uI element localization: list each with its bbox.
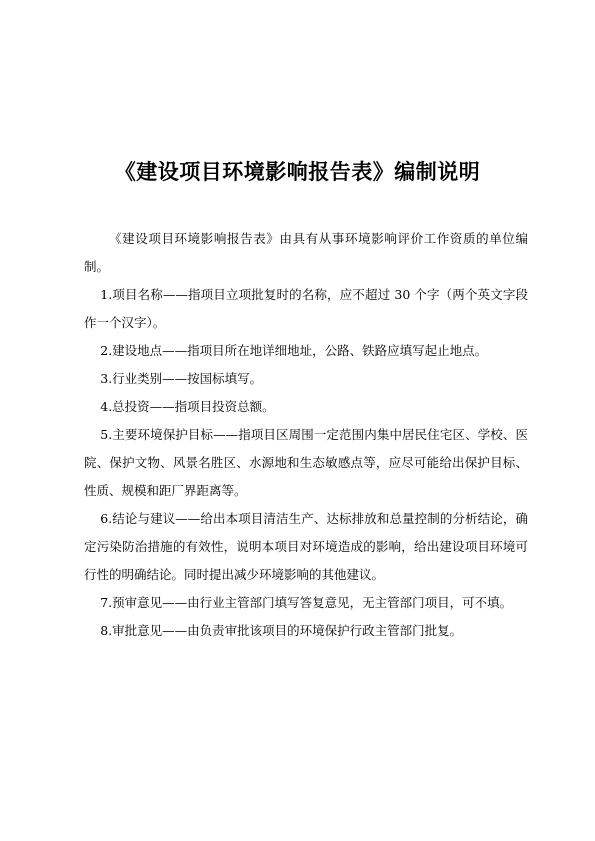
item-conclusions: 6.结论与建议——给出本项目清洁生产、达标排放和总量控制的分析结论，确定污染防治措施的有效性，说明本项目对环境造成的影响，给出建设项目环境可行性的明确结论。同时提出减少环境影响的其他建议。 xyxy=(84,511,528,582)
item-project-name: 1.项目名称——指项目立项批复时的名称，应不超过 30 个字（两个英文字段作一个汉字）。 xyxy=(84,287,528,330)
item-industry-category: 3.行业类别——按国标填写。 xyxy=(100,371,263,386)
item-protection-targets: 5.主要环境保护目标——指项目区周围一定范围内集中居民住宅区、学校、医院、保护文物、风景名胜区、水源地和生态敏感点等，应尽可能给出保护目标、性质、规模和距厂界距离等。 xyxy=(84,427,528,498)
item-total-investment: 4.总投资——指项目投资总额。 xyxy=(100,399,275,414)
intro-paragraph: 《建设项目环境影响报告表》由具有从事环境影响评价工作资质的单位编制。 xyxy=(84,231,528,274)
item-preliminary-review: 7.预审意见——由行业主管部门填写答复意见，无主管部门项目，可不填。 xyxy=(100,595,513,610)
document-title: 《建设项目环境影响报告表》编制说明 xyxy=(114,159,481,184)
item-approval-opinion: 8.审批意见——由负责审批该项目的环境保护行政主管部门批复。 xyxy=(100,623,463,638)
instructions-body xyxy=(84,225,528,645)
item-construction-site: 2.建设地点——指项目所在地详细地址，公路、铁路应填写起止地点。 xyxy=(100,343,488,358)
